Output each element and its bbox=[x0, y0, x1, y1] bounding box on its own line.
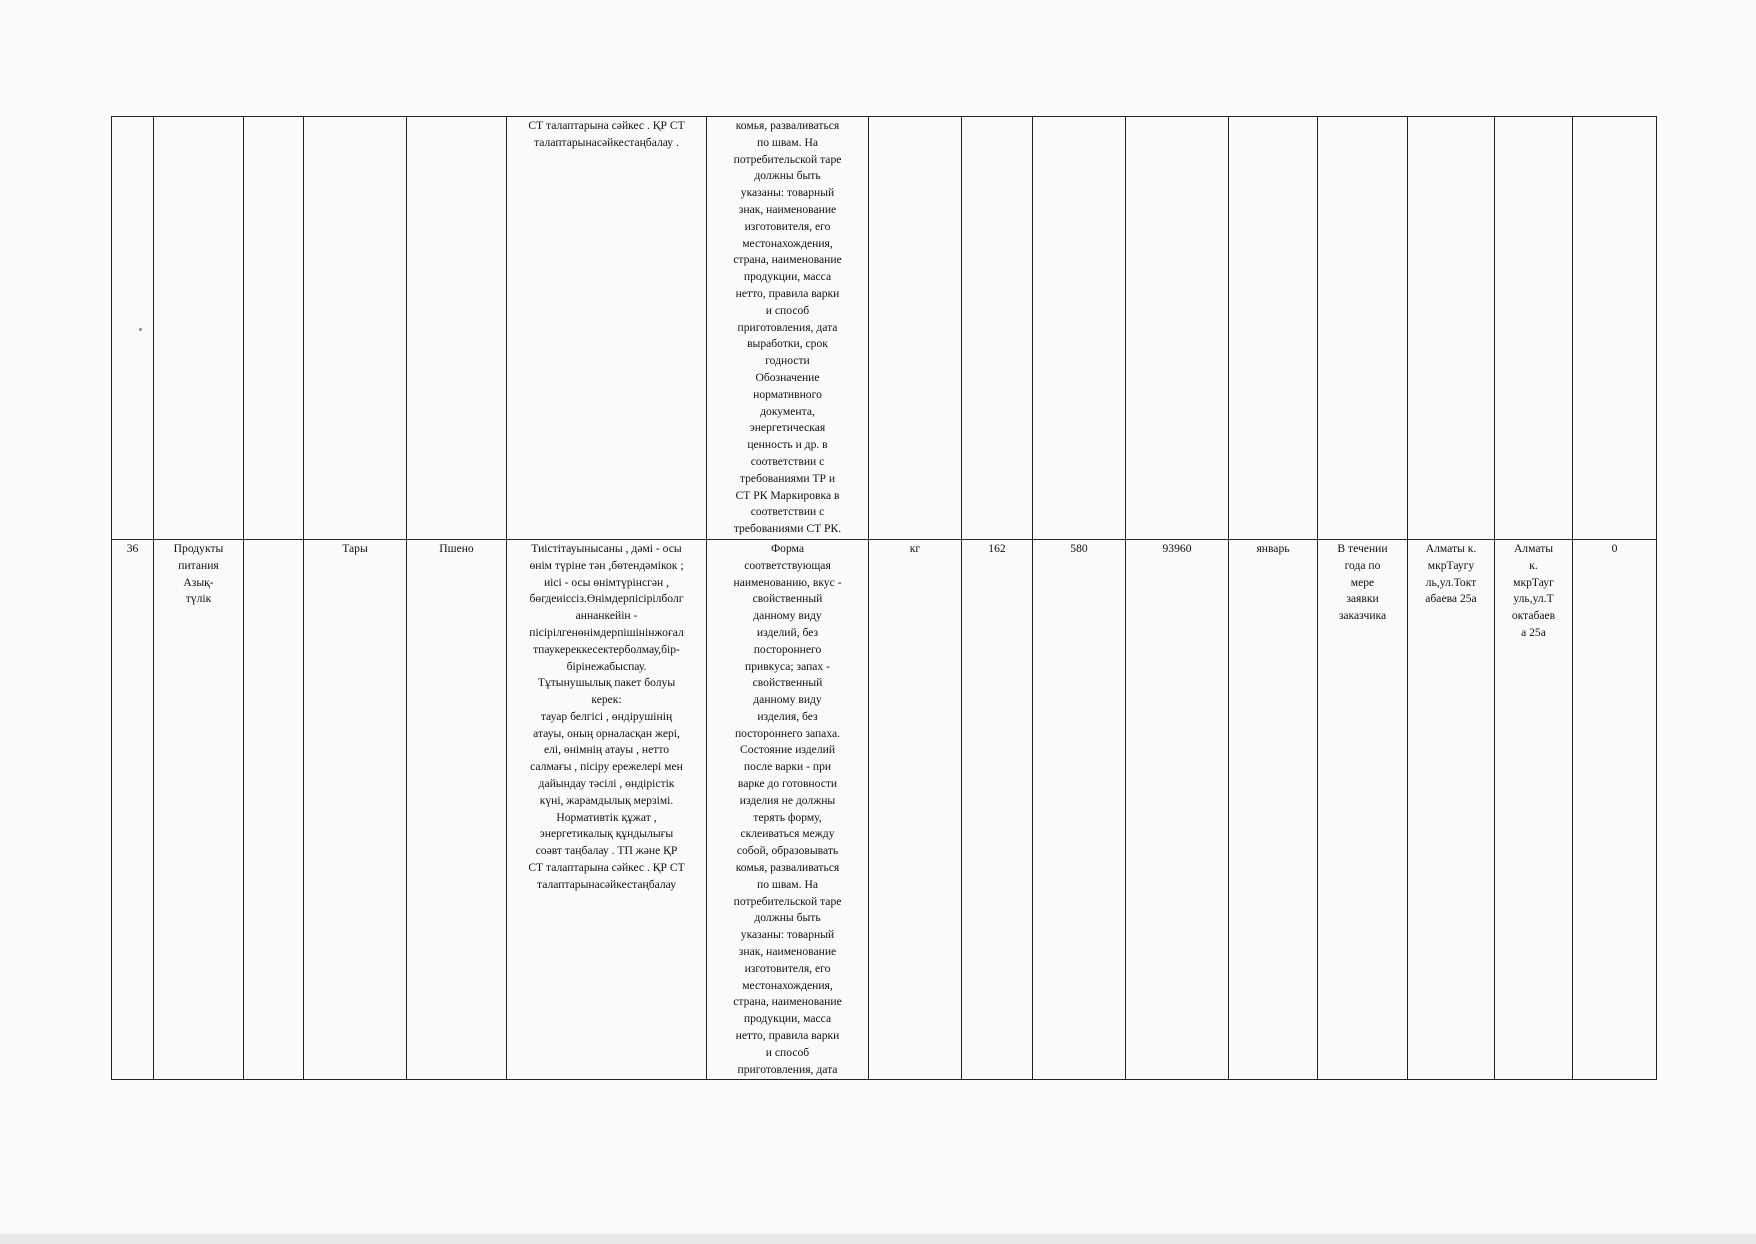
page-edge-shadow bbox=[0, 1234, 1756, 1244]
cell-category bbox=[154, 539, 244, 1080]
cell-price bbox=[1033, 539, 1126, 1080]
cell-quantity bbox=[962, 539, 1033, 1080]
cell-amount bbox=[1126, 117, 1229, 540]
cell-category bbox=[154, 117, 244, 540]
spec-ru-text: Форма соответствующая наименованию, вкус - свойственный данному виду изделий, без постороннего привкуса; запах - свойственный данному виду изделия, без постороннего запаха. Состояние изделий после варки - при варке до готовности изделия не должны терять форму, склеиваться между собой, образовывать комья, разваливаться по швам. На потребительской таре должны быть указаны: товарный знак, наименование изготовителя, его местонахождения, страна, наименование продукции, масса нетто, правила варки и способ приготовления, дата bbox=[733, 541, 842, 1076]
price-text: 580 bbox=[1070, 541, 1088, 555]
cell-advance bbox=[1573, 117, 1657, 540]
category-text: Продукты питания Азық- түлік bbox=[173, 541, 224, 606]
cell-month bbox=[1229, 539, 1318, 1080]
table-row-continued bbox=[112, 117, 1657, 540]
cell-unit bbox=[869, 539, 962, 1080]
cell-price bbox=[1033, 117, 1126, 540]
delivery-place-2-text: Алматы к. мкрТауг уль,ул.Т октабаев а 25а bbox=[1511, 541, 1556, 639]
cell-delivery-place-2 bbox=[1495, 117, 1573, 540]
cell-name-kz bbox=[304, 539, 407, 1080]
table-row-36 bbox=[112, 539, 1657, 1080]
cell-blank bbox=[244, 539, 304, 1080]
cell-amount bbox=[1126, 539, 1229, 1080]
month-text: январь bbox=[1256, 541, 1290, 555]
cell-quantity bbox=[962, 117, 1033, 540]
row-number: 36 bbox=[126, 541, 139, 555]
name-kz-text: Тары bbox=[342, 541, 368, 555]
cell-delivery-place bbox=[1408, 539, 1495, 1080]
cell-advance bbox=[1573, 539, 1657, 1080]
cell-delivery-place-2 bbox=[1495, 539, 1573, 1080]
procurement-table bbox=[111, 116, 1657, 1080]
delivery-place-text: Алматы к. мкрТаугу ль,ул.Токт абаева 25а bbox=[1425, 541, 1477, 606]
spec-kz-text: Тиістітауынысаны , дәмі - осы өнім түріне тән ,бөтендәмікок ; иісі - осы өнімтүрінсгән , бөгдеиіссіз.Өнімдерпісірілболг аннанкейін - пісірілгенөнімдерпішінінжоғал тпаукереккесектерболмау,бір- бірінежабыспау. Тұтынушылық пакет болуы керек: тауар белгісі , өндірушінің атауы, оның орналасқан жері, елі, өнімнің атауы , нетто салмағы , пісіру ережелері мен дайындау тәсілі , өндірістік күні, жарамдылық мерзімі. Нормативтік құжат , энергетикалық құндылығы соәвт таңбалау . ТП және ҚР СТ талаптарына сәйкес . ҚР СТ талаптарынасәйкестаңбалау bbox=[528, 541, 685, 891]
unit-text: кг bbox=[909, 541, 921, 555]
cell-blank bbox=[244, 117, 304, 540]
cell-spec-ru bbox=[707, 539, 869, 1080]
cell-month bbox=[1229, 117, 1318, 540]
spec-ru-text: комья, разваливаться по швам. На потребительской таре должны быть указаны: товарный знак, наименование изготовителя, его местонахождения, страна, наименование продукции, масса нетто, правила варки и способ приготовления, дата выработки, срок годности Обозначение нормативного документа, энергетическая ценность и др. в соответствии с требованиями ТР и СТ РК Маркировка в соответствии с требованиями СТ РК. bbox=[733, 119, 842, 536]
spec-kz-text: СТ талаптарына сәйкес . ҚР СТ талаптарынасәйкестаңбалау . bbox=[528, 119, 685, 149]
quantity-text: 162 bbox=[988, 541, 1006, 555]
cell-spec-kz bbox=[507, 117, 707, 540]
cell-delivery-term bbox=[1318, 117, 1408, 540]
advance-text: 0 bbox=[1611, 541, 1618, 555]
cell-spec-ru bbox=[707, 117, 869, 540]
cell-name-kz bbox=[304, 117, 407, 540]
cell-name-ru bbox=[407, 539, 507, 1080]
name-ru-text: Пшено bbox=[439, 541, 474, 555]
cell-name-ru bbox=[407, 117, 507, 540]
cell-number bbox=[112, 539, 154, 1080]
cell-delivery-term bbox=[1318, 539, 1408, 1080]
amount-text: 93960 bbox=[1162, 541, 1192, 555]
cell-delivery-place bbox=[1408, 117, 1495, 540]
cell-spec-kz bbox=[507, 539, 707, 1080]
delivery-term-text: В течении года по мере заявки заказчика bbox=[1337, 541, 1388, 623]
cell-unit bbox=[869, 117, 962, 540]
cell-number bbox=[112, 117, 154, 540]
